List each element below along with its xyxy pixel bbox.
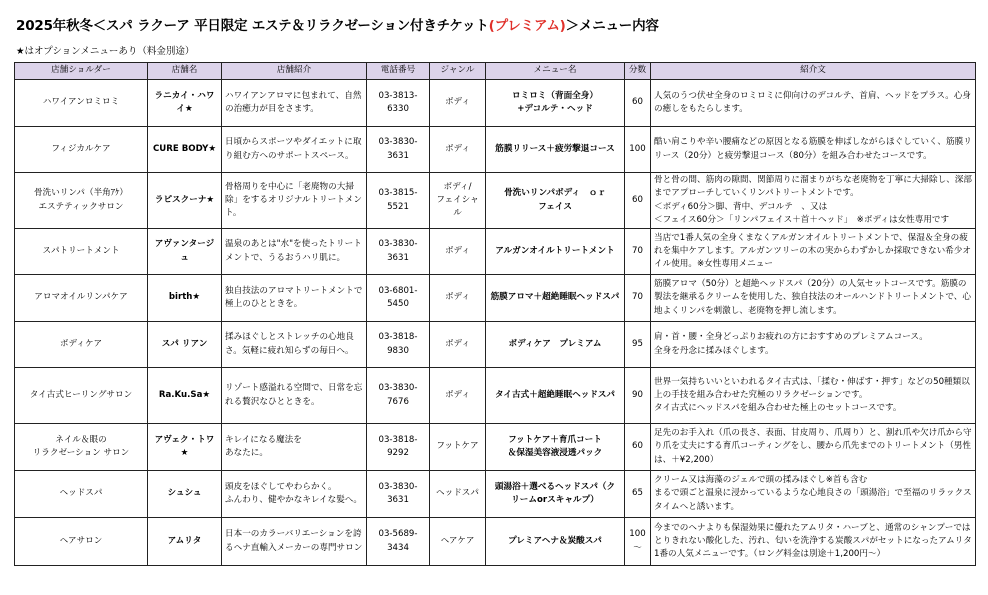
cell-phone-text: 03-3830-3631 xyxy=(378,481,418,505)
cell-shoulder-line: ヘアサロン xyxy=(59,535,103,546)
cell-genre xyxy=(430,518,486,566)
cell-description xyxy=(651,471,976,518)
cell-store-name-text: スパ リアン xyxy=(161,338,208,349)
cell-shoulder xyxy=(15,173,148,229)
table-row xyxy=(15,518,976,566)
title-prefix: 2025年秋冬＜スパ ラクーア 平日限定 エステ＆リラクゼーション付きチケット xyxy=(16,18,489,34)
table-row xyxy=(15,229,976,275)
cell-description-text: 世界一気持ちいいといわれるタイ古式は、「揉む・伸ばす・押す」などの50種類以上の手技を組み合わせた究極のリラクゼーションです。 タイ古式にヘッドスパを組み合わせた極上のセットコースです。 xyxy=(654,376,970,414)
cell-store-intro-text: リゾート感溢れる空間で、日常を忘れる贅沢なひとときを。 xyxy=(225,383,363,407)
cell-minutes xyxy=(625,471,651,518)
cell-menu-name xyxy=(486,80,625,127)
cell-phone xyxy=(367,275,430,322)
cell-shoulder-line: エステティックサロン xyxy=(38,201,124,212)
cell-store-intro-text: 頭皮をほぐしてやわらかく。 ふんわり、健やかなキレイな髪へ。 xyxy=(225,481,362,505)
cell-menu-name-line: 頭湯浴＋選べるヘッドスパ（ク xyxy=(494,481,616,492)
cell-minutes-text: 70 xyxy=(632,245,643,256)
table-body xyxy=(15,80,976,566)
cell-shoulder-line: アロマオイルリンパケア xyxy=(34,292,128,303)
cell-phone xyxy=(367,127,430,173)
cell-genre xyxy=(430,424,486,471)
cell-shoulder xyxy=(15,229,148,275)
cell-menu-name-line: 筋膜アロマ＋超絶睡眠ヘッドスパ xyxy=(490,292,620,303)
cell-shoulder-line: フィジカルケア xyxy=(51,143,111,154)
cell-minutes xyxy=(625,424,651,471)
cell-menu-name-line: ＆保湿美容液浸透パック xyxy=(507,448,603,458)
col-header-minutes: 分数 xyxy=(625,63,651,80)
cell-minutes xyxy=(625,229,651,275)
cell-menu-name-line: 骨洗いリンパボディ ｏｒ xyxy=(504,188,606,199)
cell-shoulder-line: ハワイアンロミロミ xyxy=(42,97,120,108)
cell-store-name xyxy=(148,322,222,368)
title-suffix: ＞メニュー内容 xyxy=(565,18,659,34)
cell-store-name-text: アムリタ xyxy=(167,535,202,546)
cell-store-name xyxy=(148,368,222,424)
cell-phone xyxy=(367,368,430,424)
cell-minutes-text: 65 xyxy=(632,488,643,499)
col-header-phone: 電話番号 xyxy=(367,63,430,80)
cell-store-intro-text: 日本一のカラーバリエーションを誇るヘナ直輸入メーカーの専門サロン xyxy=(225,529,363,553)
cell-menu-name-line: +デコルテ・ヘッド xyxy=(517,104,593,114)
cell-store-name xyxy=(148,518,222,566)
cell-description xyxy=(651,173,976,229)
cell-description-text: 当店で1番人気の全身くまなくアルガンオイルトリートメントで、保湿＆全身の疲れを集中ケアします。アルガンツリーの木の実からわずかしか採取できない希少オイル使用。※女性専用メニュー xyxy=(654,232,971,270)
cell-minutes xyxy=(625,518,651,566)
cell-store-name-text: CURE BODY★ xyxy=(152,143,217,154)
cell-store-intro-text: 揉みほぐしとストレッチの心地良さ。気軽に疲れ知らずの毎日へ。 xyxy=(225,332,354,356)
col-header-shoulder: 店舗ショルダー xyxy=(15,63,148,80)
cell-genre xyxy=(430,173,486,229)
cell-genre xyxy=(430,471,486,518)
cell-phone xyxy=(367,322,430,368)
cell-genre-line: ボディ/ xyxy=(443,181,472,192)
cell-description-text: クリーム又は海藻のジェルで頭の揉みほぐし※首も含む まるで頭ごと温泉に浸かっているような心地良さの「頭湯浴」で至福のリラックスタイムへと誘います。 xyxy=(654,475,972,512)
cell-description-text: 骨と骨の間、筋肉の隙間、関節周りに溜まりがちな老廃物を丁寧に大掃除し、深部までアプローチしていくリンパトリートメントです。 ＜ボディ60分＞脚、背中、デコルテ 、又は ＜フェイス60分＞「リンパフェイス＋首＋ヘッド」 ※ボディは女性専用です xyxy=(654,174,972,225)
cell-phone-text: 03-3830-3631 xyxy=(378,137,418,161)
cell-menu-name-line: ボディケア プレミアム xyxy=(508,338,602,349)
cell-genre-line: フェイシャル xyxy=(436,194,479,219)
cell-description xyxy=(651,229,976,275)
cell-store-intro xyxy=(222,229,367,275)
cell-store-name xyxy=(148,275,222,322)
cell-shoulder xyxy=(15,368,148,424)
table-row xyxy=(15,471,976,518)
col-header-intro: 店舗紹介 xyxy=(222,63,367,80)
cell-genre xyxy=(430,275,486,322)
cell-store-name-text: ラニカイ・ハワイ★ xyxy=(154,90,215,114)
cell-genre-line: ボディ xyxy=(444,143,471,154)
cell-minutes-text: 60 xyxy=(632,441,643,452)
cell-minutes xyxy=(625,127,651,173)
page-title xyxy=(16,14,659,34)
cell-description xyxy=(651,424,976,471)
cell-menu-name-line: ロミロミ（背面全身） xyxy=(512,90,598,101)
table-row xyxy=(15,173,976,229)
cell-store-name xyxy=(148,229,222,275)
cell-shoulder xyxy=(15,518,148,566)
cell-menu-name-line: フットケア＋育爪コート xyxy=(508,434,602,445)
cell-minutes xyxy=(625,80,651,127)
col-header-desc: 紹介文 xyxy=(651,63,976,80)
cell-phone-text: 03-3830-3631 xyxy=(378,239,418,263)
cell-phone xyxy=(367,173,430,229)
cell-menu-name xyxy=(486,173,625,229)
cell-phone xyxy=(367,471,430,518)
cell-shoulder-line: 骨洗いリンパ（半角ｱｹ） xyxy=(34,188,128,199)
cell-store-intro xyxy=(222,127,367,173)
cell-phone xyxy=(367,424,430,471)
cell-description xyxy=(651,322,976,368)
cell-minutes xyxy=(625,322,651,368)
cell-shoulder xyxy=(15,80,148,127)
table-row xyxy=(15,424,976,471)
cell-genre xyxy=(430,127,486,173)
table-row xyxy=(15,275,976,322)
cell-minutes-text: 60 xyxy=(632,97,643,108)
cell-store-intro xyxy=(222,518,367,566)
cell-minutes-text: 95 xyxy=(632,338,643,349)
cell-shoulder-line: ヘッドスパ xyxy=(59,488,103,499)
cell-menu-name xyxy=(486,368,625,424)
cell-menu-name xyxy=(486,229,625,275)
cell-phone-text: 03-3815-5521 xyxy=(378,188,418,212)
cell-menu-name xyxy=(486,471,625,518)
cell-store-intro xyxy=(222,471,367,518)
cell-store-name xyxy=(148,424,222,471)
cell-phone-text: 03-6801-5450 xyxy=(378,285,418,309)
cell-genre-line: ヘアケア xyxy=(440,535,475,546)
header-row xyxy=(15,63,976,80)
menu-table xyxy=(14,62,976,566)
cell-menu-name xyxy=(486,518,625,566)
table-row xyxy=(15,127,976,173)
cell-store-name xyxy=(148,127,222,173)
cell-genre xyxy=(430,80,486,127)
cell-minutes xyxy=(625,275,651,322)
cell-genre xyxy=(430,322,486,368)
cell-store-name-text: アヴェク・トワ★ xyxy=(154,434,215,458)
cell-store-intro-text: 骨格周りを中心に「老廃物の大掃除」をするオリジナルトリートメント。 xyxy=(225,181,362,219)
cell-phone xyxy=(367,80,430,127)
cell-shoulder-line: ボディケア xyxy=(59,338,103,349)
cell-store-intro-text: 温泉のあとは"水"を使ったトリートメントで、うるおうハリ肌に。 xyxy=(225,239,362,263)
cell-store-intro xyxy=(222,173,367,229)
cell-shoulder xyxy=(15,127,148,173)
col-header-menu: メニュー名 xyxy=(486,63,625,80)
cell-phone-text: 03-3818-9292 xyxy=(378,434,418,458)
cell-description xyxy=(651,368,976,424)
cell-store-intro-text: 独自技法のアロマトリートメントで極上のひとときを。 xyxy=(225,285,363,309)
cell-shoulder xyxy=(15,471,148,518)
cell-menu-name-line: プレミアヘナ＆炭酸スパ xyxy=(508,535,602,546)
cell-description xyxy=(651,127,976,173)
cell-store-intro xyxy=(222,80,367,127)
table-row xyxy=(15,80,976,127)
cell-shoulder-line: タイ古式ヒーリングサロン xyxy=(29,389,133,400)
cell-genre xyxy=(430,368,486,424)
cell-store-name-text: アヴァンタージュ xyxy=(154,239,215,263)
cell-menu-name xyxy=(486,424,625,471)
cell-genre-line: ボディ xyxy=(444,97,471,108)
cell-description-text: 今までのヘナよりも保湿効果に優れたアムリタ・ハーブと、通常のシャンプーではとりきれない酸化した、汚れ、匂いを洗浄する炭酸スパがセットになったアムリタ1番の人気メニューです。（ロング料金は別途＋1,200円～） xyxy=(654,522,972,560)
cell-minutes xyxy=(625,173,651,229)
col-header-genre: ジャンル xyxy=(430,63,486,80)
cell-genre xyxy=(430,229,486,275)
cell-menu-name xyxy=(486,127,625,173)
cell-shoulder-line: リラクゼーション サロン xyxy=(32,448,130,458)
cell-menu-name-line: アルガンオイルトリートメント xyxy=(495,245,615,256)
cell-shoulder-line: ネイル＆眼の xyxy=(55,434,107,445)
cell-description-text: 肩・首・腰・全身どっぷりお疲れの方におすすめのプレミアムコース。 全身を丹念に揉みほぐします。 xyxy=(654,332,928,356)
cell-store-intro xyxy=(222,424,367,471)
cell-description-text: 酷い肩こりや辛い腰痛などの原因となる筋膜を伸ばしながらほぐしていく、筋膜リリース（20分）と疲労撃退コース（80分）を組み合わせたコースです。 xyxy=(654,137,972,161)
cell-phone-text: 03-3813-6330 xyxy=(378,90,418,114)
cell-minutes-text: 90 xyxy=(632,389,643,400)
cell-genre-line: ボディ xyxy=(444,389,471,400)
cell-store-intro-text: キレイになる魔法を あなたに。 xyxy=(225,434,302,458)
cell-genre-line: ボディ xyxy=(444,245,471,256)
cell-menu-name-line: フェイス xyxy=(538,201,572,212)
cell-store-name-text: シュシュ xyxy=(167,488,202,499)
cell-description xyxy=(651,275,976,322)
cell-menu-name xyxy=(486,322,625,368)
cell-genre-line: ボディ xyxy=(444,338,471,349)
cell-store-name-text: ラピスクーナ★ xyxy=(154,194,215,205)
cell-shoulder xyxy=(15,322,148,368)
cell-store-intro xyxy=(222,322,367,368)
cell-store-intro-text: ハワイアンアロマに包まれて、自然の治癒力が目をさます。 xyxy=(225,90,362,114)
table-row xyxy=(15,322,976,368)
cell-menu-name-line: 筋膜リリース＋疲労撃退コース xyxy=(495,143,615,154)
cell-minutes-text: 70 xyxy=(632,292,643,303)
cell-description-text: 筋膜アロマ（50分）と超絶ヘッドスパ（20分）の人気セットコースです。筋膜の製法を継承るクリームを使用した、独自技法のオールハンドトリートメントで、心地よくリンパを刺激し、老廃物を押し流します。 xyxy=(654,279,971,316)
cell-phone-text: 03-3830-7676 xyxy=(378,383,418,407)
col-header-name: 店舗名 xyxy=(148,63,222,80)
cell-phone-text: 03-3818-9830 xyxy=(378,332,418,356)
cell-menu-name-line: タイ古式＋超絶睡眠ヘッドスパ xyxy=(494,389,616,400)
cell-minutes-text: 100～ xyxy=(629,529,646,553)
cell-store-name xyxy=(148,173,222,229)
cell-genre-line: ボディ xyxy=(444,292,471,303)
cell-minutes xyxy=(625,368,651,424)
option-note: ★はオプションメニューあり（料金別途） xyxy=(16,46,195,57)
cell-genre-line: ヘッドスパ xyxy=(436,488,479,499)
cell-phone xyxy=(367,518,430,566)
cell-shoulder xyxy=(15,275,148,322)
cell-store-intro xyxy=(222,275,367,322)
cell-store-name xyxy=(148,471,222,518)
cell-menu-name xyxy=(486,275,625,322)
cell-shoulder xyxy=(15,424,148,471)
cell-description-text: 人気のうつ伏せ全身のロミロミに仰向けのデコルテ、首肩、ヘッドをプラス。心身の癒しをもたらします。 xyxy=(654,90,972,114)
cell-store-intro xyxy=(222,368,367,424)
table-row xyxy=(15,368,976,424)
cell-phone xyxy=(367,229,430,275)
cell-description xyxy=(651,80,976,127)
cell-description-text: 足先のお手入れ（爪の長さ、表面、甘皮周り、爪周り）と、割れ爪や欠け爪から守り爪を丈夫にする育爪コーティングをし、腰から爪先までのトリートメント（男性は、＋¥2,200） xyxy=(654,428,972,465)
cell-minutes-text: 100 xyxy=(629,143,646,154)
cell-description xyxy=(651,518,976,566)
cell-store-name xyxy=(148,80,222,127)
cell-genre-line: フットケア xyxy=(436,441,479,452)
cell-menu-name-line: リームorスキャルプ） xyxy=(511,495,599,505)
cell-minutes-text: 60 xyxy=(632,194,643,205)
cell-store-intro-text: 日頃からスポーツやダイエットに取り組む方へのサポートスペース。 xyxy=(225,137,362,161)
title-accent: (プレミアム) xyxy=(488,18,566,34)
cell-store-name-text: birth★ xyxy=(168,292,201,303)
cell-phone-text: 03-5689-3434 xyxy=(378,529,418,553)
cell-store-name-text: Ra.Ku.Sa★ xyxy=(158,389,211,400)
cell-shoulder-line: スパトリートメント xyxy=(42,245,120,256)
